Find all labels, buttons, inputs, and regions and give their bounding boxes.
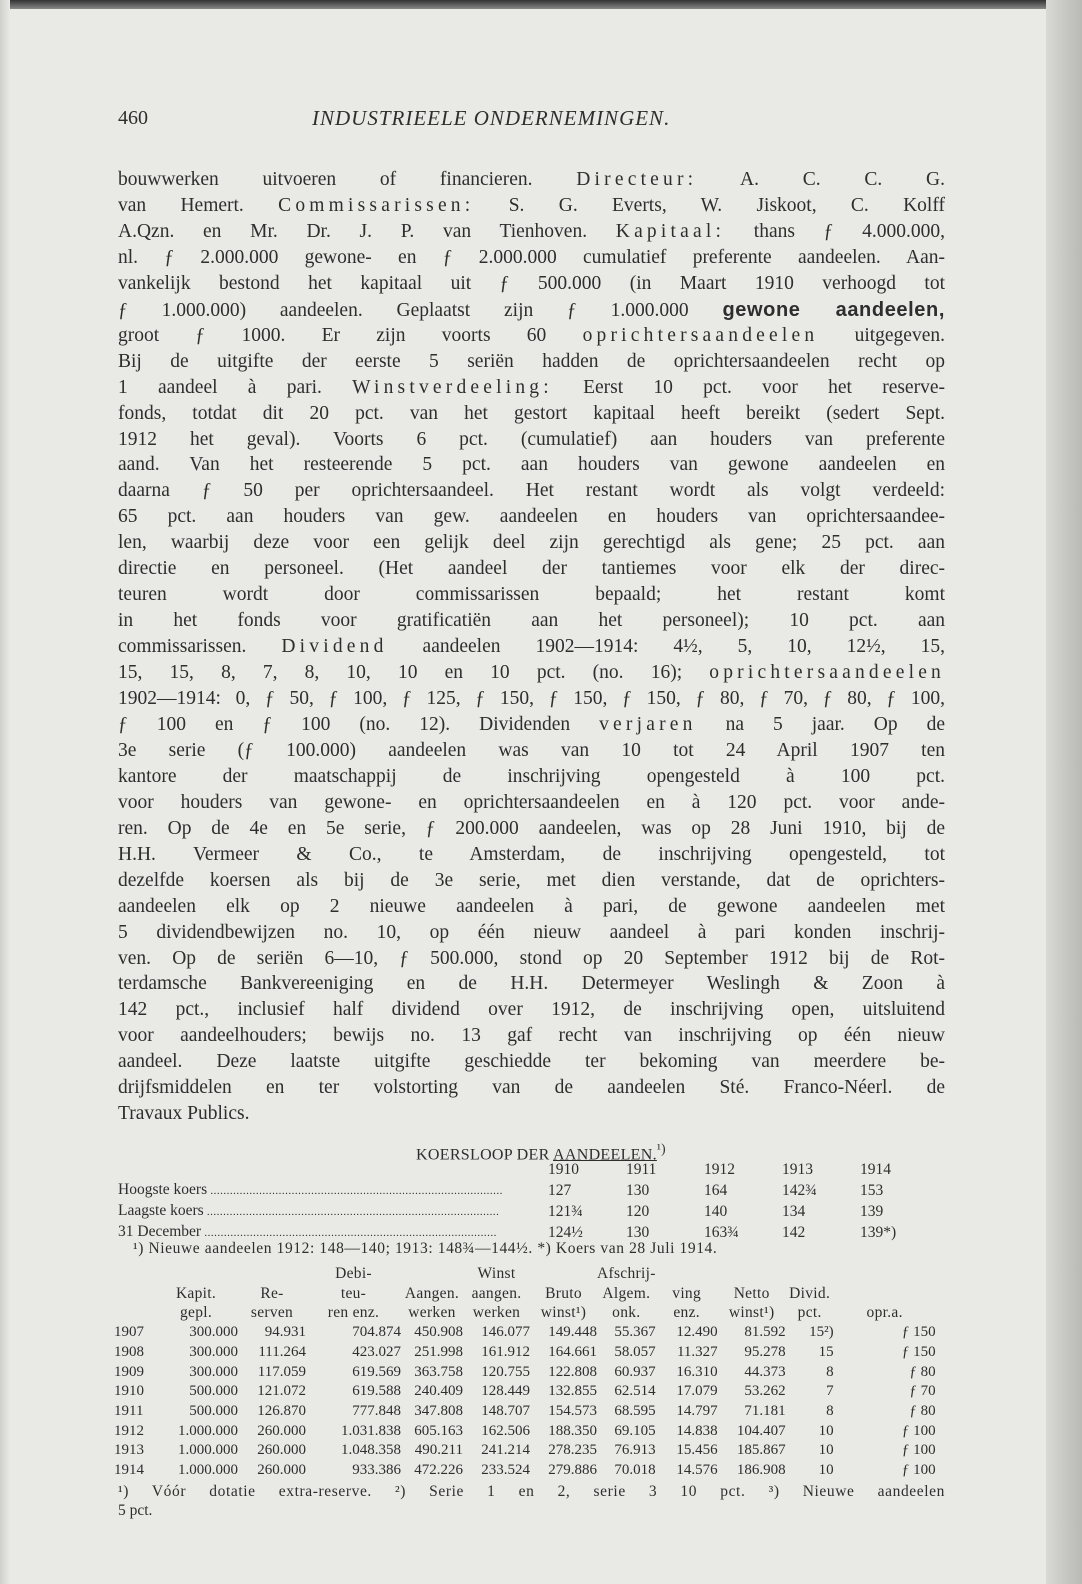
table-row [114, 1363, 936, 1383]
cell: 933.386 [352, 1462, 401, 1479]
text-segment: S. G. Everts, W. Jiskoot, C. Kolff [474, 194, 945, 216]
year-cell: 1913 [114, 1442, 144, 1459]
cell: 241.214 [481, 1442, 530, 1459]
cell: 44.373 [744, 1363, 786, 1380]
cell: 8 [826, 1402, 834, 1419]
cell: ƒ 100 [901, 1442, 936, 1459]
running-title: INDUSTRIEELE ONDERNEMINGEN. [312, 106, 671, 130]
year-cell: 1908 [114, 1343, 144, 1360]
cell: 10 [818, 1422, 834, 1439]
spaced-keyword: oprichtersaandeelen [582, 324, 819, 346]
spaced-keyword: Kapitaal: [615, 220, 726, 242]
cell: 472.226 [414, 1462, 463, 1479]
year-cell: 1914 [114, 1462, 144, 1479]
cell: 260.000 [257, 1462, 306, 1479]
text-segment: Bij de uitgifte der eerste 5 seriën hadden de oprichtersaandeelen recht op [118, 350, 945, 372]
cell: 490.211 [414, 1442, 463, 1459]
text-segment: H.H. Vermeer & Co., te Amsterdam, de inschrijving opengesteld, tot [118, 843, 945, 865]
text-segment: ren. Op de 4e en 5e serie, ƒ 200.000 aandeelen, was op 28 Juni 1910, bij de [118, 817, 945, 839]
text-line [118, 791, 945, 815]
text-segment: daarna ƒ 50 per oprichtersaandeel. Het restant wordt als volgt verdeeld: [118, 480, 945, 502]
cell: ƒ 150 [901, 1324, 936, 1341]
text-line [118, 713, 945, 737]
cell: 251.998 [414, 1343, 463, 1360]
cell: 260.000 [257, 1442, 306, 1459]
text-segment: terdamsche Bankvereeniging en de H.H. Determeyer Weslingh & Zoon à [118, 973, 945, 995]
text-segment: teuren wordt door commissarissen bepaald; het restant komt [118, 584, 945, 606]
text-segment: 1902—1914: 0, ƒ 50, ƒ 100, ƒ 125, ƒ 150, ƒ 150, ƒ 150, ƒ 80, ƒ 70, ƒ 80, ƒ 100, [118, 688, 945, 709]
financials-footnote: ¹) Vóór dotatie extra-reserve. ²) Serie 1 en 2, serie 3 10 pct. ³) Nieuwe aandeelen [118, 1483, 945, 1500]
text-segment: aandeelen 1902—1914: 4½, 5, 10, 12½, 15, [387, 636, 945, 658]
text-line [118, 168, 945, 192]
text-line [118, 583, 945, 607]
text-segment: ƒ 100 en ƒ 100 (no. 12). Dividenden [118, 713, 600, 735]
year-header: 1910 [548, 1161, 579, 1178]
cell: 142 [782, 1223, 806, 1241]
text-line [118, 1102, 945, 1126]
column-header: Aangen. [404, 1284, 460, 1302]
text-line [118, 1024, 945, 1048]
spaced-keyword: Directeur: [576, 169, 698, 190]
text-line [118, 220, 945, 244]
text-line [118, 298, 945, 323]
spaced-keyword: Winstverdeeling: [352, 376, 553, 398]
cell: 10 [818, 1442, 834, 1459]
text-segment: ƒ 1.000.000) aandeelen. Geplaatst zijn ƒ 1.000.000 [118, 299, 723, 321]
text-line [118, 739, 945, 763]
column-header [718, 1264, 786, 1284]
column-header: onk. [612, 1304, 641, 1322]
scan-top-edge [0, 0, 1082, 9]
cell: 149.448 [548, 1324, 597, 1341]
koersloop-title-note: ¹) [656, 1141, 666, 1156]
scan-left-edge [0, 0, 10, 1584]
table-row [114, 1441, 936, 1461]
text-segment: fonds, totdat dit 20 pct. van het gestort kapitaal heeft bereikt (sedert Sept. [118, 402, 945, 424]
cell: 126.870 [257, 1402, 306, 1419]
text-segment: Eerst 10 pct. voor het reserve- [552, 376, 945, 398]
cell: 95.278 [744, 1343, 786, 1360]
cell: 132.855 [548, 1383, 597, 1400]
column-header: werken [472, 1304, 521, 1322]
cell: 14.576 [676, 1462, 718, 1479]
column-header [154, 1264, 238, 1284]
column-header: Bruto [545, 1284, 582, 1302]
header-row [114, 1303, 936, 1323]
cell: 278.235 [548, 1442, 597, 1459]
cell: 120.755 [481, 1363, 530, 1380]
cell: 53.262 [744, 1383, 786, 1400]
text-line [118, 1050, 945, 1074]
cell: 1.031.838 [341, 1422, 401, 1439]
cell: 500.000 [189, 1383, 238, 1400]
cell: 347.808 [414, 1402, 463, 1419]
cell: 619.569 [352, 1363, 401, 1380]
cell: 55.367 [614, 1324, 656, 1341]
table-row [114, 1422, 936, 1442]
text-line [118, 350, 945, 374]
text-segment: voor houders van gewone- en oprichtersaandeelen en à 120 pct. voor ande- [118, 791, 945, 813]
table-row [114, 1323, 936, 1343]
cell: 7 [826, 1383, 834, 1400]
cell: ƒ 150 [901, 1343, 936, 1360]
text-segment: dezelfde koersen als bij de 3e serie, met dien verstande, dat de oprichters- [118, 869, 945, 891]
cell: 120 [626, 1202, 650, 1220]
text-line [118, 479, 945, 503]
cell: 162.506 [481, 1422, 530, 1439]
text-line [118, 895, 945, 919]
text-line [118, 402, 945, 426]
cell: 128.449 [481, 1383, 530, 1400]
text-segment: thans ƒ 4.000.000, [725, 220, 945, 242]
column-header [530, 1264, 597, 1284]
cell: 104.407 [736, 1422, 786, 1439]
text-segment: groot ƒ 1000. Er zijn voorts 60 [118, 324, 583, 346]
column-header: winst¹) [728, 1304, 775, 1322]
koersloop-title-underlined: AANDEELEN. [553, 1146, 657, 1164]
text-line [118, 635, 945, 659]
cell: 704.874 [352, 1324, 401, 1341]
cell: 605.163 [414, 1422, 463, 1439]
cell: 15 [818, 1343, 834, 1360]
text-line [118, 194, 945, 218]
column-header: enz. [673, 1304, 700, 1322]
year-cell: 1911 [114, 1402, 144, 1419]
column-header [114, 1264, 154, 1284]
cell: 130 [626, 1181, 650, 1199]
koersloop-table [118, 1160, 938, 1243]
cell: 500.000 [189, 1402, 238, 1419]
cell: 279.886 [548, 1462, 597, 1479]
cell: 58.057 [614, 1343, 656, 1360]
cell: 117.059 [257, 1363, 306, 1380]
cell: 148.707 [481, 1402, 530, 1419]
column-header: Winst [477, 1265, 516, 1282]
year-header: 1913 [782, 1161, 813, 1178]
header-row [114, 1264, 936, 1284]
cell: 363.758 [414, 1363, 463, 1380]
koersloop-title-text: KOERSLOOP DER [416, 1146, 550, 1164]
column-header: aangen. [471, 1284, 522, 1302]
bold-heading: gewone aandeelen, [722, 298, 945, 321]
cell: ƒ 100 [901, 1462, 936, 1479]
cell: 81.592 [744, 1324, 786, 1341]
dot-leader: .......................................................................................... [207, 1185, 503, 1197]
column-header: opr.a. [866, 1304, 903, 1322]
column-header: werken [408, 1304, 456, 1322]
text-line [118, 609, 945, 633]
text-segment: voor aandeelhouders; bewijs no. 13 gaf recht van inschrijving op één nieuw [118, 1025, 945, 1047]
column-header: Netto [733, 1284, 770, 1302]
row-label-text: Hoogste koers [118, 1181, 208, 1198]
page-number: 460 [118, 107, 148, 129]
text-line [118, 843, 945, 867]
text-segment: directie en personeel. (Het aandeel der tantiemes voor elk der direc- [118, 558, 945, 580]
dot-leader: .......................................................................................... [201, 1227, 497, 1239]
cell: 1.048.358 [341, 1442, 401, 1459]
spaced-keyword: verjaren [599, 713, 697, 735]
text-line [118, 661, 945, 685]
cell: 121¾ [548, 1202, 583, 1220]
text-segment: na 5 jaar. Op de [696, 713, 945, 735]
cell: 12.490 [676, 1324, 718, 1341]
column-header: gepl. [179, 1304, 213, 1322]
column-header [401, 1264, 463, 1284]
cell: 146.077 [481, 1324, 530, 1341]
text-segment: in het fonds voor gratificatiën aan het personeel); 10 pct. aan [118, 610, 945, 632]
column-header: Debi- [335, 1265, 372, 1282]
column-header: Re- [260, 1284, 284, 1302]
text-line [118, 921, 945, 945]
column-header: teu- [340, 1284, 367, 1302]
row-label-text: 31 December [118, 1223, 202, 1240]
cell: 130 [626, 1223, 650, 1241]
cell: 164 [704, 1181, 728, 1199]
text-segment: 3e serie (ƒ 100.000) aandeelen was van 10 tot 24 April 1907 ten [118, 739, 945, 761]
text-segment: aandeelen elk op 2 nieuwe aandeelen à pari, de gewone aandeelen met [118, 895, 945, 917]
row-label [118, 1180, 548, 1201]
text-line [118, 324, 945, 348]
cell: 186.908 [736, 1462, 786, 1479]
column-header: Afschrij- [597, 1265, 656, 1282]
text-segment: 1912 het geval). Voorts 6 pct. (cumulatief) aan houders van preferente [118, 428, 945, 450]
empty-cell [118, 1160, 548, 1180]
column-header: Kapit. [175, 1284, 217, 1302]
text-line [118, 272, 945, 296]
text-segment: van Hemert. [118, 194, 279, 216]
column-header [786, 1264, 834, 1284]
row-label-text: Laagste koers [118, 1202, 204, 1219]
cell: 185.867 [736, 1442, 786, 1459]
text-line [118, 557, 945, 581]
table-row [118, 1180, 938, 1201]
cell: 127 [548, 1181, 572, 1199]
cell: 164.661 [548, 1343, 597, 1360]
text-segment: kantore der maatschappij de inschrijving opengesteld à 100 pct. [118, 765, 945, 787]
column-header [834, 1264, 936, 1284]
text-segment: 65 pct. aan houders van gew. aandeelen en houders van oprichtersaandee- [118, 506, 945, 528]
column-header: winst¹) [540, 1304, 587, 1322]
column-header: Algem. [602, 1284, 651, 1302]
table-row [114, 1402, 936, 1422]
column-header [114, 1284, 154, 1304]
financials-table [114, 1264, 936, 1481]
cell: 300.000 [189, 1363, 238, 1380]
text-line [118, 765, 945, 789]
text-line [118, 817, 945, 841]
cell: 134 [782, 1202, 806, 1220]
row-label [118, 1201, 548, 1222]
year-cell: 1909 [114, 1363, 144, 1380]
cell: 140 [704, 1202, 728, 1220]
column-header: serven [250, 1304, 294, 1322]
text-line [118, 972, 945, 996]
year-cell: 1907 [114, 1324, 144, 1341]
column-header: ving [672, 1284, 702, 1302]
financials-footnote-cont: 5 pct. [118, 1502, 153, 1519]
cell: 69.105 [614, 1422, 656, 1439]
table-row [114, 1343, 936, 1363]
text-line [118, 687, 945, 711]
text-line [118, 531, 945, 555]
koersloop-footnote: ¹) Nieuwe aandeelen 1912: 148—140; 1913: 148¾—144½. *) Koers van 28 Juli 1914. [133, 1240, 718, 1257]
spaced-keyword: Commissarissen: [278, 194, 475, 216]
column-header [114, 1303, 154, 1323]
cell: 423.027 [352, 1343, 401, 1360]
header-row [114, 1284, 936, 1304]
text-line [118, 453, 945, 477]
cell: 17.079 [676, 1383, 718, 1400]
cell: 161.912 [481, 1343, 530, 1360]
text-line [118, 428, 945, 452]
cell: ƒ 80 [909, 1402, 936, 1419]
cell: 153 [860, 1181, 884, 1199]
text-segment: vankelijk bestond het kapitaal uit ƒ 500.000 (in Maart 1910 verhoogd tot [118, 272, 945, 294]
column-header: Divid. [789, 1284, 831, 1302]
cell: 139*) [860, 1223, 897, 1241]
text-line [118, 869, 945, 893]
year-cell: 1912 [114, 1422, 144, 1439]
cell: 15.456 [676, 1442, 718, 1459]
year-cell: 1910 [114, 1383, 144, 1400]
cell: 300.000 [189, 1343, 238, 1360]
cell: 14.838 [676, 1422, 718, 1439]
cell: 139 [860, 1202, 884, 1220]
cell: 68.595 [614, 1402, 656, 1419]
year-header: 1912 [704, 1161, 735, 1178]
text-segment: bouwwerken uitvoeren of financieren. [118, 169, 577, 190]
text-segment: A. C. C. G. [697, 169, 945, 190]
column-header [238, 1264, 306, 1284]
text-segment: aandeel. Deze laatste uitgifte geschiedde ter bekoming van meerdere be- [118, 1051, 945, 1073]
cell: 94.931 [264, 1324, 306, 1341]
cell: 163¾ [704, 1223, 739, 1241]
text-segment: commissarissen. [118, 636, 282, 658]
cell: 1.000.000 [178, 1462, 238, 1479]
cell: 154.573 [548, 1402, 597, 1419]
cell: 11.327 [676, 1343, 718, 1360]
scan-right-edge [1046, 0, 1082, 1584]
cell: 60.937 [614, 1363, 656, 1380]
cell: ƒ 80 [909, 1363, 936, 1380]
text-segment: uitgegeven. [818, 324, 945, 346]
text-segment: ven. Op de seriën 6—10, ƒ 500.000, stond op 20 September 1912 bij de Rot- [118, 947, 945, 969]
text-segment: len, waarbij deze voor een gelijk deel zijn gerechtigd als gene; 25 pct. aan [118, 532, 945, 554]
text-segment: drijfsmiddelen en ter volstorting van de aandeelen Sté. Franco-Néerl. de [118, 1077, 945, 1099]
text-line [118, 1076, 945, 1100]
cell: 8 [826, 1363, 834, 1380]
text-segment: 142 pct., inclusief half dividend over 1912, de inschrijving open, uitsluitend [118, 999, 945, 1021]
table-row [114, 1461, 936, 1481]
cell: 76.913 [614, 1442, 656, 1459]
text-segment: A.Qzn. en Mr. Dr. J. P. van Tienhoven. [118, 220, 616, 242]
text-segment: 1 aandeel à pari. [118, 376, 353, 398]
cell: 124½ [548, 1223, 583, 1241]
cell: 111.264 [258, 1343, 306, 1360]
text-line [118, 246, 945, 270]
spaced-keyword: oprichtersaandeelen [709, 662, 945, 684]
cell: 188.350 [548, 1422, 597, 1439]
text-line [118, 998, 945, 1022]
cell: 619.588 [352, 1383, 401, 1400]
cell: 71.181 [744, 1402, 786, 1419]
cell: 260.000 [257, 1422, 306, 1439]
column-header: ren enz. [327, 1304, 380, 1322]
cell: 16.310 [676, 1363, 718, 1380]
column-header [656, 1264, 718, 1284]
cell: 122.808 [548, 1363, 597, 1380]
cell: 1.000.000 [178, 1422, 238, 1439]
cell: ƒ 100 [901, 1422, 936, 1439]
cell: 10 [818, 1462, 834, 1479]
text-line [118, 947, 945, 971]
column-header: pct. [797, 1304, 822, 1322]
cell: 450.908 [414, 1324, 463, 1341]
text-segment: 5 dividendbewijzen no. 10, op één nieuw aandeel à pari konden inschrij- [118, 921, 945, 943]
cell: 142¾ [782, 1181, 817, 1199]
text-line [118, 505, 945, 529]
cell: 1.000.000 [178, 1442, 238, 1459]
cell: 121.072 [257, 1383, 306, 1400]
year-header: 1911 [626, 1161, 657, 1178]
table-row [118, 1201, 938, 1222]
text-segment: aand. Van het resteerende 5 pct. aan houders van gewone aandeelen en [118, 454, 945, 476]
cell: 777.848 [352, 1402, 401, 1419]
table-row [114, 1382, 936, 1402]
cell: 14.797 [676, 1402, 718, 1419]
cell: 240.409 [414, 1383, 463, 1400]
cell: ƒ 70 [909, 1383, 936, 1400]
year-header: 1914 [860, 1161, 891, 1178]
dot-leader: .......................................................................................... [203, 1206, 500, 1218]
text-segment: 15, 15, 8, 7, 8, 10, 10 en 10 pct. (no. 16); [118, 662, 710, 684]
cell: 70.018 [614, 1462, 656, 1479]
cell: 15²) [809, 1324, 834, 1341]
text-line [118, 376, 945, 400]
cell: 300.000 [189, 1324, 238, 1341]
cell: 233.524 [481, 1462, 530, 1479]
cell: 62.514 [614, 1383, 656, 1400]
spaced-keyword: Dividend [281, 636, 388, 658]
koersloop-year-row [118, 1160, 938, 1180]
text-segment: Travaux Publics. [118, 1103, 250, 1125]
column-header [834, 1284, 936, 1304]
text-segment: nl. ƒ 2.000.000 gewone- en ƒ 2.000.000 cumulatief preferente aandeelen. Aan- [118, 246, 945, 268]
